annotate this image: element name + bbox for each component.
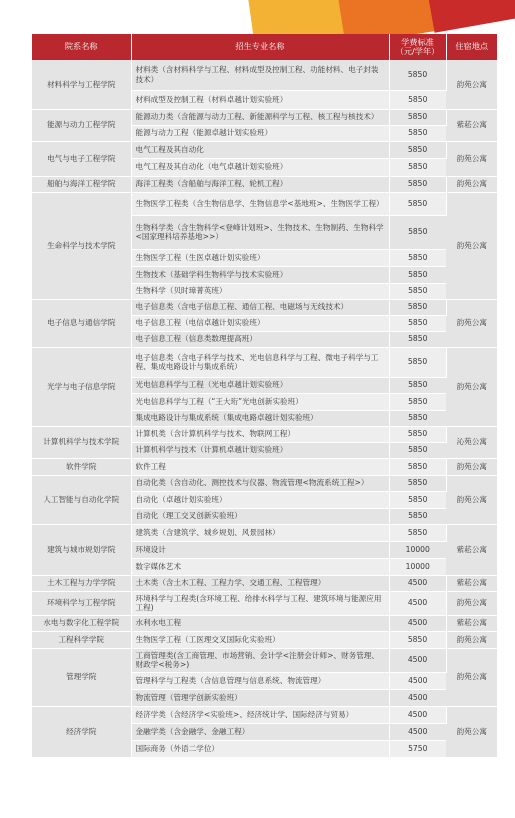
fee-cell: 5850 bbox=[389, 176, 446, 192]
college-cell: 土木工程与力学学院 bbox=[32, 575, 131, 591]
dorm-cell: 韵苑公寓 bbox=[446, 706, 497, 757]
fee-cell: 5850 bbox=[389, 315, 446, 331]
fee-cell: 5850 bbox=[389, 192, 446, 215]
major-cell: 材料成型及控制工程（材料卓越计划实验班） bbox=[131, 90, 389, 109]
college-cell: 光学与电子信息学院 bbox=[32, 347, 131, 426]
tuition-table bbox=[32, 34, 497, 758]
major-cell: 计算机类（含计算机科学与技术、物联网工程） bbox=[131, 426, 389, 442]
table-row bbox=[32, 458, 497, 475]
table-row bbox=[32, 575, 497, 591]
major-cell: 环境科学与工程类(含环境工程、给排水科学与工程、建筑环境与能源应用工程) bbox=[131, 591, 389, 615]
dorm-cell: 紫菘公寓 bbox=[446, 575, 497, 591]
table-row bbox=[32, 524, 497, 541]
table-body bbox=[32, 60, 497, 757]
fee-cell: 5750 bbox=[389, 740, 446, 757]
fee-cell: 5850 bbox=[389, 475, 446, 491]
dorm-cell: 韵苑公寓 bbox=[446, 192, 497, 299]
major-cell: 国际商务（外语二学位） bbox=[131, 740, 389, 757]
major-cell: 生物医学工程类（含生物信息学、生物信息学<基地班>、生物医学工程） bbox=[131, 192, 389, 215]
fee-cell: 5850 bbox=[389, 158, 446, 176]
major-cell: 能源动力类（含能源与动力工程、新能源科学与工程、核工程与核技术） bbox=[131, 109, 389, 125]
major-cell: 数字媒体艺术 bbox=[131, 558, 389, 575]
major-cell: 电子信息工程（电信卓越计划实验班） bbox=[131, 315, 389, 331]
dorm-cell: 韵苑公寓 bbox=[446, 60, 497, 109]
major-cell: 管理科学与工程类（含信息管理与信息系统、物流管理） bbox=[131, 672, 389, 689]
fee-cell: 5850 bbox=[389, 347, 446, 377]
fee-cell: 4500 bbox=[389, 689, 446, 706]
table-row bbox=[32, 475, 497, 491]
college-cell: 生命科学与技术学院 bbox=[32, 192, 131, 299]
major-cell: 生物医学工程（工医理交叉国际化实验班） bbox=[131, 631, 389, 648]
major-cell: 电子信息类（含电子科学与技术、光电信息科学与工程、微电子科学与工程、集成电路设计与集成系统） bbox=[131, 347, 389, 377]
fee-cell: 5850 bbox=[389, 524, 446, 541]
dorm-cell: 紫菘公寓 bbox=[446, 615, 497, 631]
dorm-cell: 韵苑公寓 bbox=[446, 347, 497, 426]
table-header-row bbox=[32, 34, 497, 60]
fee-cell: 5850 bbox=[389, 283, 446, 299]
fee-cell: 5850 bbox=[389, 442, 446, 458]
header-fee-line1: 学费标准 bbox=[401, 36, 434, 47]
college-cell: 水电与数字化工程学院 bbox=[32, 615, 131, 631]
college-cell: 建筑与城市规划学院 bbox=[32, 524, 131, 575]
fee-cell: 4500 bbox=[389, 591, 446, 615]
table-row bbox=[32, 591, 497, 615]
dorm-cell: 韵苑公寓 bbox=[446, 299, 497, 347]
top-decoration bbox=[0, 0, 515, 34]
fee-cell: 5850 bbox=[389, 377, 446, 393]
fee-cell: 5850 bbox=[389, 491, 446, 508]
fee-cell: 4500 bbox=[389, 723, 446, 740]
table-row bbox=[32, 192, 497, 215]
table-row bbox=[32, 299, 497, 315]
fee-cell: 5850 bbox=[389, 299, 446, 315]
fee-cell: 5850 bbox=[389, 90, 446, 109]
dorm-cell: 沁苑公寓 bbox=[446, 426, 497, 458]
major-cell: 自动化（卓越计划实验班） bbox=[131, 491, 389, 508]
major-cell: 生物技术（基础学科生物科学与技术实验班） bbox=[131, 266, 389, 283]
header-major: 招生专业名称 bbox=[131, 34, 389, 60]
header-fee bbox=[389, 34, 446, 60]
college-cell: 工程科学学院 bbox=[32, 631, 131, 648]
major-cell: 建筑类（含建筑学、城乡规划、风景园林） bbox=[131, 524, 389, 541]
dorm-cell: 韵苑公寓 bbox=[446, 176, 497, 192]
major-cell: 能源与动力工程（能源卓越计划实验班） bbox=[131, 125, 389, 141]
dorm-cell: 韵苑公寓 bbox=[446, 631, 497, 648]
header-college: 院系名称 bbox=[32, 34, 131, 60]
header-fee-line2: （元/学年） bbox=[395, 46, 440, 56]
fee-cell: 5850 bbox=[389, 125, 446, 141]
fee-cell: 5850 bbox=[389, 426, 446, 442]
table-row bbox=[32, 706, 497, 723]
dorm-cell: 韵苑公寓 bbox=[446, 648, 497, 706]
major-cell: 生物科学类（含生物科学<登峰计划班>、生物技术、生物制药、生物科学<国家理科培养基地>>） bbox=[131, 215, 389, 249]
header-dorm: 住宿地点 bbox=[446, 34, 497, 60]
fee-cell: 5850 bbox=[389, 60, 446, 90]
college-cell: 计算机科学与技术学院 bbox=[32, 426, 131, 458]
fee-cell: 5850 bbox=[389, 215, 446, 249]
major-cell: 电子信息类（含电子信息工程、通信工程、电磁场与无线技术） bbox=[131, 299, 389, 315]
fee-cell: 5850 bbox=[389, 266, 446, 283]
major-cell: 自动化类（含自动化、测控技术与仪器、物流管理<物流系统工程>） bbox=[131, 475, 389, 491]
dorm-cell: 紫菘公寓 bbox=[446, 109, 497, 141]
major-cell: 材料类（含材料科学与工程、材料成型及控制工程、功能材料、电子封装技术） bbox=[131, 60, 389, 90]
fee-cell: 5850 bbox=[389, 508, 446, 524]
fee-cell: 5850 bbox=[389, 393, 446, 410]
major-cell: 金融学类（含金融学、金融工程） bbox=[131, 723, 389, 740]
table-row bbox=[32, 615, 497, 631]
major-cell: 生物医学工程（生医卓越计划实验班） bbox=[131, 249, 389, 266]
table-row bbox=[32, 347, 497, 377]
table-row bbox=[32, 176, 497, 192]
dorm-cell: 韵苑公寓 bbox=[446, 458, 497, 475]
major-cell: 光电信息科学与工程（光电卓越计划实验班） bbox=[131, 377, 389, 393]
dorm-cell: 韵苑公寓 bbox=[446, 591, 497, 615]
college-cell: 人工智能与自动化学院 bbox=[32, 475, 131, 524]
major-cell: 电气工程及其自动化（电气卓越计划实验班） bbox=[131, 158, 389, 176]
major-cell: 环境设计 bbox=[131, 541, 389, 558]
fee-cell: 5850 bbox=[389, 141, 446, 158]
fee-cell: 5850 bbox=[389, 249, 446, 266]
fee-cell: 5850 bbox=[389, 458, 446, 475]
fee-cell: 4500 bbox=[389, 648, 446, 672]
college-cell: 电子信息与通信学院 bbox=[32, 299, 131, 347]
table-row bbox=[32, 631, 497, 648]
major-cell: 计算机科学与技术（计算机卓越计划实验班） bbox=[131, 442, 389, 458]
major-cell: 电气工程及其自动化 bbox=[131, 141, 389, 158]
fee-cell: 10000 bbox=[389, 558, 446, 575]
major-cell: 土木类（含土木工程、工程力学、交通工程、工程管理） bbox=[131, 575, 389, 591]
major-cell: 软件工程 bbox=[131, 458, 389, 475]
major-cell: 光电信息科学与工程（“王大珩”光电创新实验班） bbox=[131, 393, 389, 410]
dorm-cell: 韵苑公寓 bbox=[446, 475, 497, 524]
major-cell: 电子信息工程（信息类数理提高班） bbox=[131, 331, 389, 347]
fee-cell: 4500 bbox=[389, 575, 446, 591]
dorm-cell: 韵苑公寓 bbox=[446, 141, 497, 176]
fee-cell: 10000 bbox=[389, 541, 446, 558]
college-cell: 环境科学与工程学院 bbox=[32, 591, 131, 615]
major-cell: 工商管理类(含工商管理、市场营销、会计学<注册会计师>、财务管理、财政学<税务>) bbox=[131, 648, 389, 672]
fee-cell: 4500 bbox=[389, 706, 446, 723]
decor-stripe-red bbox=[428, 0, 515, 33]
fee-cell: 4500 bbox=[389, 672, 446, 689]
table-row bbox=[32, 426, 497, 442]
major-cell: 水利水电工程 bbox=[131, 615, 389, 631]
major-cell: 物流管理（管理学创新实验班） bbox=[131, 689, 389, 706]
college-cell: 经济学院 bbox=[32, 706, 131, 757]
college-cell: 能源与动力工程学院 bbox=[32, 109, 131, 141]
major-cell: 经济学类（含经济学<实验班>、经济统计学、国际经济与贸易） bbox=[131, 706, 389, 723]
table-row bbox=[32, 648, 497, 672]
fee-cell: 4500 bbox=[389, 615, 446, 631]
fee-cell: 5850 bbox=[389, 109, 446, 125]
table-row bbox=[32, 109, 497, 125]
fee-cell: 5850 bbox=[389, 410, 446, 426]
major-cell: 海洋工程类（含船舶与海洋工程、轮机工程） bbox=[131, 176, 389, 192]
major-cell: 生物科学（贝时璋菁英班） bbox=[131, 283, 389, 299]
major-cell: 集成电路设计与集成系统（集成电路卓越计划实验班） bbox=[131, 410, 389, 426]
dorm-cell: 紫菘公寓 bbox=[446, 524, 497, 575]
college-cell: 船舶与海洋工程学院 bbox=[32, 176, 131, 192]
fee-cell: 5850 bbox=[389, 631, 446, 648]
college-cell: 电气与电子工程学院 bbox=[32, 141, 131, 176]
fee-cell: 5850 bbox=[389, 331, 446, 347]
college-cell: 材料科学与工程学院 bbox=[32, 60, 131, 109]
college-cell: 管理学院 bbox=[32, 648, 131, 706]
table-row bbox=[32, 141, 497, 158]
table-row bbox=[32, 60, 497, 90]
major-cell: 自动化（理工交叉创新实验班） bbox=[131, 508, 389, 524]
college-cell: 软件学院 bbox=[32, 458, 131, 475]
